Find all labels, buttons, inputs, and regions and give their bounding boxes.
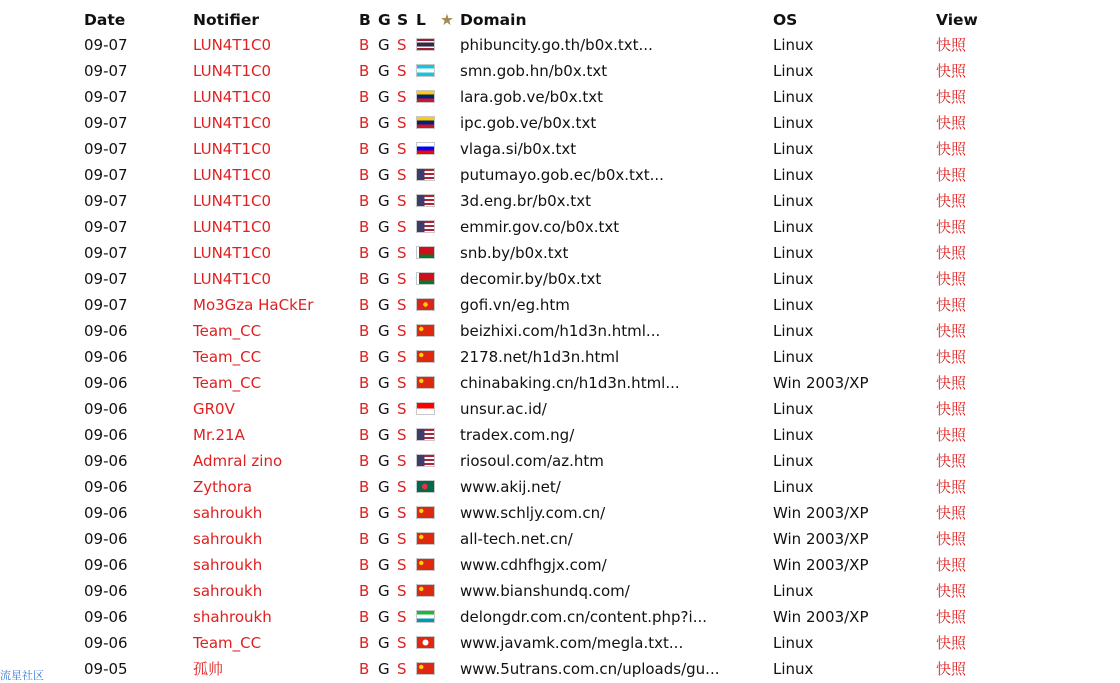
row-date: 09-07 xyxy=(84,140,128,158)
country-flag-icon xyxy=(416,324,435,337)
row-domain: delongdr.com.cn/content.php?i... xyxy=(460,608,707,626)
row-snapshot-link[interactable]: 快照 xyxy=(936,556,967,574)
row-notifier-link[interactable]: sahroukh xyxy=(193,582,263,600)
row-location-cell xyxy=(416,162,436,188)
row-domain: 2178.net/h1d3n.html xyxy=(460,348,620,366)
row-date: 09-06 xyxy=(84,582,128,600)
row-location-cell xyxy=(416,448,436,474)
row-g-link[interactable]: G xyxy=(378,36,390,54)
row-g-link[interactable]: G xyxy=(378,140,390,158)
row-b-link[interactable]: B xyxy=(359,114,370,132)
row-b-link[interactable]: B xyxy=(359,296,370,314)
row-domain: tradex.com.ng/ xyxy=(460,426,575,444)
row-notifier-link[interactable]: Team_CC xyxy=(193,348,262,366)
table-row xyxy=(0,84,1120,110)
os-column-header[interactable]: OS xyxy=(773,11,798,29)
country-flag-icon xyxy=(416,298,435,311)
row-snapshot-link[interactable]: 快照 xyxy=(936,166,967,184)
row-domain: emmir.gov.co/b0x.txt xyxy=(460,218,620,236)
row-g-link[interactable]: G xyxy=(378,296,390,314)
row-b-link[interactable]: B xyxy=(359,218,370,236)
row-date: 09-07 xyxy=(84,114,128,132)
row-location-cell xyxy=(416,578,436,604)
row-os: Win 2003/XP xyxy=(773,608,869,626)
country-flag-icon xyxy=(416,480,435,493)
row-notifier-link[interactable]: sahroukh xyxy=(193,504,263,522)
row-s-link[interactable]: S xyxy=(397,660,407,678)
row-snapshot-link[interactable]: 快照 xyxy=(936,62,967,80)
watermark-text: 流星社区 xyxy=(0,669,44,682)
row-os: Linux xyxy=(773,478,814,496)
table-row xyxy=(0,292,1120,318)
row-os: Win 2003/XP xyxy=(773,530,869,548)
row-location-cell xyxy=(416,58,436,84)
country-flag-icon xyxy=(416,64,435,77)
row-notifier-link[interactable]: shahroukh xyxy=(193,608,272,626)
row-snapshot-link[interactable]: 快照 xyxy=(936,426,967,444)
row-os: Win 2003/XP xyxy=(773,556,869,574)
row-s-link[interactable]: S xyxy=(397,218,407,236)
row-s-link[interactable]: S xyxy=(397,88,407,106)
row-s-link[interactable]: S xyxy=(397,608,407,626)
row-s-link[interactable]: S xyxy=(397,504,407,522)
row-os: Linux xyxy=(773,192,814,210)
country-flag-icon xyxy=(416,38,435,51)
row-date: 09-06 xyxy=(84,478,128,496)
row-snapshot-link[interactable]: 快照 xyxy=(936,114,967,132)
row-domain: all-tech.net.cn/ xyxy=(460,530,573,548)
row-g-link[interactable]: G xyxy=(378,114,390,132)
row-snapshot-link[interactable]: 快照 xyxy=(936,478,967,496)
row-date: 09-07 xyxy=(84,36,128,54)
row-g-link[interactable]: G xyxy=(378,62,390,80)
row-notifier-link[interactable]: Mr.21A xyxy=(193,426,245,444)
row-date: 09-07 xyxy=(84,166,128,184)
view-column-header: View xyxy=(936,11,978,29)
row-domain: www.cdhfhgjx.com/ xyxy=(460,556,607,574)
table-row xyxy=(0,188,1120,214)
row-domain: ipc.gob.ve/b0x.txt xyxy=(460,114,597,132)
country-flag-icon xyxy=(416,584,435,597)
row-domain: beizhixi.com/h1d3n.html... xyxy=(460,322,661,340)
country-flag-icon xyxy=(416,168,435,181)
row-domain: vlaga.si/b0x.txt xyxy=(460,140,577,158)
row-snapshot-link[interactable]: 快照 xyxy=(936,192,967,210)
row-date: 09-06 xyxy=(84,530,128,548)
row-date: 09-06 xyxy=(84,400,128,418)
row-b-link[interactable]: B xyxy=(359,426,370,444)
row-notifier-link[interactable]: LUN4T1C0 xyxy=(193,166,272,184)
row-location-cell xyxy=(416,110,436,136)
date-column-header[interactable]: Date xyxy=(84,11,126,29)
table-row xyxy=(0,604,1120,630)
table-row xyxy=(0,136,1120,162)
row-snapshot-link[interactable]: 快照 xyxy=(936,374,967,392)
country-flag-icon xyxy=(416,376,435,389)
country-flag-icon xyxy=(416,636,435,649)
table-row xyxy=(0,58,1120,84)
row-location-cell xyxy=(416,370,436,396)
row-notifier-link[interactable]: LUN4T1C0 xyxy=(193,88,272,106)
row-location-cell xyxy=(416,188,436,214)
row-snapshot-link[interactable]: 快照 xyxy=(936,530,967,548)
s-column-header: S xyxy=(397,11,409,29)
row-snapshot-link[interactable]: 快照 xyxy=(936,504,967,522)
row-os: Linux xyxy=(773,452,814,470)
row-b-link[interactable]: B xyxy=(359,530,370,548)
row-os: Linux xyxy=(773,270,814,288)
row-notifier-link[interactable]: Zythora xyxy=(193,478,253,496)
row-os: Linux xyxy=(773,400,814,418)
row-os: Linux xyxy=(773,88,814,106)
row-location-cell xyxy=(416,266,436,292)
row-b-link[interactable]: B xyxy=(359,478,370,496)
domain-column-header[interactable]: Domain xyxy=(460,11,527,29)
country-flag-icon xyxy=(416,662,435,675)
row-s-link[interactable]: S xyxy=(397,530,407,548)
row-snapshot-link[interactable]: 快照 xyxy=(936,452,967,470)
row-os: Linux xyxy=(773,426,814,444)
row-s-link[interactable]: S xyxy=(397,36,407,54)
row-notifier-link[interactable]: Team_CC xyxy=(193,374,262,392)
row-domain: www.schljy.com.cn/ xyxy=(460,504,606,522)
row-date: 09-06 xyxy=(84,504,128,522)
row-domain: lara.gob.ve/b0x.txt xyxy=(460,88,603,106)
row-g-link[interactable]: G xyxy=(378,270,390,288)
row-date: 09-06 xyxy=(84,608,128,626)
row-snapshot-link[interactable]: 快照 xyxy=(936,400,967,418)
row-g-link[interactable]: G xyxy=(378,218,390,236)
row-os: Linux xyxy=(773,634,814,652)
row-domain: putumayo.gob.ec/b0x.txt... xyxy=(460,166,664,184)
row-b-link[interactable]: B xyxy=(359,322,370,340)
row-snapshot-link[interactable]: 快照 xyxy=(936,608,967,626)
country-flag-icon xyxy=(416,246,435,259)
row-date: 09-05 xyxy=(84,660,128,678)
row-g-link[interactable]: G xyxy=(378,166,390,184)
row-os: Linux xyxy=(773,582,814,600)
country-flag-icon xyxy=(416,350,435,363)
row-g-link[interactable]: G xyxy=(378,88,390,106)
row-date: 09-06 xyxy=(84,426,128,444)
row-notifier-link[interactable]: sahroukh xyxy=(193,530,263,548)
row-location-cell xyxy=(416,630,436,656)
row-os: Linux xyxy=(773,166,814,184)
row-g-link[interactable]: G xyxy=(378,634,390,652)
row-b-link[interactable]: B xyxy=(359,36,370,54)
row-s-link[interactable]: S xyxy=(397,400,407,418)
table-row xyxy=(0,448,1120,474)
row-b-link[interactable]: B xyxy=(359,582,370,600)
row-s-link[interactable]: S xyxy=(397,140,407,158)
row-b-link[interactable]: B xyxy=(359,166,370,184)
row-os: Linux xyxy=(773,114,814,132)
country-flag-icon xyxy=(416,454,435,467)
row-date: 09-07 xyxy=(84,192,128,210)
row-location-cell xyxy=(416,396,436,422)
row-g-link[interactable]: G xyxy=(378,322,390,340)
row-notifier-link[interactable]: LUN4T1C0 xyxy=(193,244,272,262)
row-s-link[interactable]: S xyxy=(397,62,407,80)
row-domain: snb.by/b0x.txt xyxy=(460,244,569,262)
row-location-cell xyxy=(416,344,436,370)
row-s-link[interactable]: S xyxy=(397,322,407,340)
row-snapshot-link[interactable]: 快照 xyxy=(936,36,967,54)
row-g-link[interactable]: G xyxy=(378,478,390,496)
row-g-link[interactable]: G xyxy=(378,608,390,626)
table-row xyxy=(0,474,1120,500)
row-location-cell xyxy=(416,604,436,630)
table-row xyxy=(0,110,1120,136)
row-domain: chinabaking.cn/h1d3n.html... xyxy=(460,374,680,392)
row-os: Linux xyxy=(773,62,814,80)
row-os: Linux xyxy=(773,660,814,678)
row-b-link[interactable]: B xyxy=(359,400,370,418)
row-snapshot-link[interactable]: 快照 xyxy=(936,140,967,158)
table-row xyxy=(0,526,1120,552)
row-g-link[interactable]: G xyxy=(378,530,390,548)
row-date: 09-06 xyxy=(84,452,128,470)
country-flag-icon xyxy=(416,142,435,155)
row-os: Win 2003/XP xyxy=(773,504,869,522)
row-domain: www.akij.net/ xyxy=(460,478,561,496)
row-date: 09-07 xyxy=(84,62,128,80)
table-header xyxy=(0,7,1120,33)
row-b-link[interactable]: B xyxy=(359,556,370,574)
row-g-link[interactable]: G xyxy=(378,348,390,366)
row-s-link[interactable]: S xyxy=(397,452,407,470)
table-row xyxy=(0,266,1120,292)
row-b-link[interactable]: B xyxy=(359,452,370,470)
row-location-cell xyxy=(416,474,436,500)
table-row xyxy=(0,370,1120,396)
row-g-link[interactable]: G xyxy=(378,556,390,574)
row-b-link[interactable]: B xyxy=(359,348,370,366)
row-notifier-link[interactable]: LUN4T1C0 xyxy=(193,36,272,54)
row-domain: unsur.ac.id/ xyxy=(460,400,547,418)
row-snapshot-link[interactable]: 快照 xyxy=(936,270,967,288)
row-notifier-link[interactable]: GR0V xyxy=(193,400,235,418)
row-s-link[interactable]: S xyxy=(397,426,407,444)
row-domain: decomir.by/b0x.txt xyxy=(460,270,602,288)
row-s-link[interactable]: S xyxy=(397,192,407,210)
row-snapshot-link[interactable]: 快照 xyxy=(936,88,967,106)
row-domain: riosoul.com/az.htm xyxy=(460,452,604,470)
table-row xyxy=(0,422,1120,448)
row-g-link[interactable]: G xyxy=(378,400,390,418)
country-flag-icon xyxy=(416,194,435,207)
row-b-link[interactable]: B xyxy=(359,660,370,678)
row-domain: www.5utrans.com.cn/uploads/gu... xyxy=(460,660,720,678)
row-domain: www.javamk.com/megla.txt... xyxy=(460,634,684,652)
l-column-header: L xyxy=(416,11,426,29)
row-domain: 3d.eng.br/b0x.txt xyxy=(460,192,591,210)
row-date: 09-06 xyxy=(84,634,128,652)
row-s-link[interactable]: S xyxy=(397,348,407,366)
row-g-link[interactable]: G xyxy=(378,582,390,600)
row-b-link[interactable]: B xyxy=(359,88,370,106)
row-s-link[interactable]: S xyxy=(397,166,407,184)
row-b-link[interactable]: B xyxy=(359,374,370,392)
table-row xyxy=(0,240,1120,266)
row-notifier-link[interactable]: LUN4T1C0 xyxy=(193,218,272,236)
row-s-link[interactable]: S xyxy=(397,296,407,314)
row-domain: gofi.vn/eg.htm xyxy=(460,296,570,314)
row-b-link[interactable]: B xyxy=(359,504,370,522)
row-notifier-link[interactable]: LUN4T1C0 xyxy=(193,270,272,288)
row-os: Linux xyxy=(773,322,814,340)
row-location-cell xyxy=(416,292,436,318)
row-date: 09-07 xyxy=(84,88,128,106)
row-notifier-link[interactable]: Mo3Gza HaCkEr xyxy=(193,296,314,314)
row-location-cell xyxy=(416,526,436,552)
row-notifier-link[interactable]: LUN4T1C0 xyxy=(193,140,272,158)
country-flag-icon xyxy=(416,220,435,233)
row-location-cell xyxy=(416,240,436,266)
row-notifier-link[interactable]: Admral zino xyxy=(193,452,283,470)
row-date: 09-06 xyxy=(84,374,128,392)
row-snapshot-link[interactable]: 快照 xyxy=(936,582,967,600)
row-location-cell xyxy=(416,214,436,240)
row-date: 09-06 xyxy=(84,556,128,574)
row-b-link[interactable]: B xyxy=(359,608,370,626)
row-g-link[interactable]: G xyxy=(378,426,390,444)
row-location-cell xyxy=(416,318,436,344)
row-g-link[interactable]: G xyxy=(378,504,390,522)
row-date: 09-06 xyxy=(84,322,128,340)
row-snapshot-link[interactable]: 快照 xyxy=(936,296,967,314)
row-location-cell xyxy=(416,422,436,448)
country-flag-icon xyxy=(416,558,435,571)
row-s-link[interactable]: S xyxy=(397,582,407,600)
g-column-header: G xyxy=(378,11,391,29)
country-flag-icon xyxy=(416,428,435,441)
row-location-cell xyxy=(416,32,436,58)
row-notifier-link[interactable]: LUN4T1C0 xyxy=(193,114,272,132)
row-date: 09-07 xyxy=(84,218,128,236)
row-b-link[interactable]: B xyxy=(359,244,370,262)
row-os: Linux xyxy=(773,348,814,366)
row-s-link[interactable]: S xyxy=(397,270,407,288)
country-flag-icon xyxy=(416,402,435,415)
row-os: Linux xyxy=(773,244,814,262)
row-g-link[interactable]: G xyxy=(378,374,390,392)
row-location-cell xyxy=(416,500,436,526)
row-g-link[interactable]: G xyxy=(378,660,390,678)
row-snapshot-link[interactable]: 快照 xyxy=(936,218,967,236)
row-b-link[interactable]: B xyxy=(359,634,370,652)
row-s-link[interactable]: S xyxy=(397,634,407,652)
row-domain: smn.gob.hn/b0x.txt xyxy=(460,62,608,80)
row-b-link[interactable]: B xyxy=(359,192,370,210)
country-flag-icon xyxy=(416,532,435,545)
country-flag-icon xyxy=(416,116,435,129)
star-icon: ★ xyxy=(440,11,454,29)
row-notifier-link[interactable]: LUN4T1C0 xyxy=(193,62,272,80)
table-row xyxy=(0,656,1120,682)
row-date: 09-07 xyxy=(84,270,128,288)
table-row xyxy=(0,578,1120,604)
notifier-column-header[interactable]: Notifier xyxy=(193,11,259,29)
country-flag-icon xyxy=(416,610,435,623)
country-flag-icon xyxy=(416,90,435,103)
row-location-cell xyxy=(416,656,436,682)
row-os: Linux xyxy=(773,36,814,54)
table-row xyxy=(0,214,1120,240)
row-date: 09-07 xyxy=(84,296,128,314)
table-row xyxy=(0,500,1120,526)
row-domain: www.bianshundq.com/ xyxy=(460,582,630,600)
row-location-cell xyxy=(416,552,436,578)
row-s-link[interactable]: S xyxy=(397,114,407,132)
table-row xyxy=(0,318,1120,344)
row-g-link[interactable]: G xyxy=(378,244,390,262)
row-b-link[interactable]: B xyxy=(359,140,370,158)
b-column-header: B xyxy=(359,11,371,29)
row-os: Linux xyxy=(773,218,814,236)
row-date: 09-07 xyxy=(84,244,128,262)
row-b-link[interactable]: B xyxy=(359,62,370,80)
row-os: Linux xyxy=(773,296,814,314)
table-row xyxy=(0,396,1120,422)
row-notifier-link[interactable]: sahroukh xyxy=(193,556,263,574)
row-snapshot-link[interactable]: 快照 xyxy=(936,634,967,652)
row-s-link[interactable]: S xyxy=(397,556,407,574)
row-os: Win 2003/XP xyxy=(773,374,869,392)
country-flag-icon xyxy=(416,506,435,519)
table-row xyxy=(0,32,1120,58)
row-g-link[interactable]: G xyxy=(378,452,390,470)
row-snapshot-link[interactable]: 快照 xyxy=(936,322,967,340)
row-notifier-link[interactable]: 孤帅 xyxy=(193,660,224,678)
row-location-cell xyxy=(416,84,436,110)
table-row xyxy=(0,162,1120,188)
row-s-link[interactable]: S xyxy=(397,374,407,392)
row-notifier-link[interactable]: Team_CC xyxy=(193,322,262,340)
row-b-link[interactable]: B xyxy=(359,270,370,288)
row-notifier-link[interactable]: Team_CC xyxy=(193,634,262,652)
row-snapshot-link[interactable]: 快照 xyxy=(936,244,967,262)
country-flag-icon xyxy=(416,272,435,285)
table-row xyxy=(0,630,1120,656)
row-location-cell xyxy=(416,136,436,162)
row-date: 09-06 xyxy=(84,348,128,366)
row-g-link[interactable]: G xyxy=(378,192,390,210)
row-s-link[interactable]: S xyxy=(397,478,407,496)
table-row xyxy=(0,552,1120,578)
row-notifier-link[interactable]: LUN4T1C0 xyxy=(193,192,272,210)
row-domain: phibuncity.go.th/b0x.txt... xyxy=(460,36,653,54)
row-os: Linux xyxy=(773,140,814,158)
table-row xyxy=(0,344,1120,370)
row-snapshot-link[interactable]: 快照 xyxy=(936,348,967,366)
row-s-link[interactable]: S xyxy=(397,244,407,262)
row-snapshot-link[interactable]: 快照 xyxy=(936,660,967,678)
